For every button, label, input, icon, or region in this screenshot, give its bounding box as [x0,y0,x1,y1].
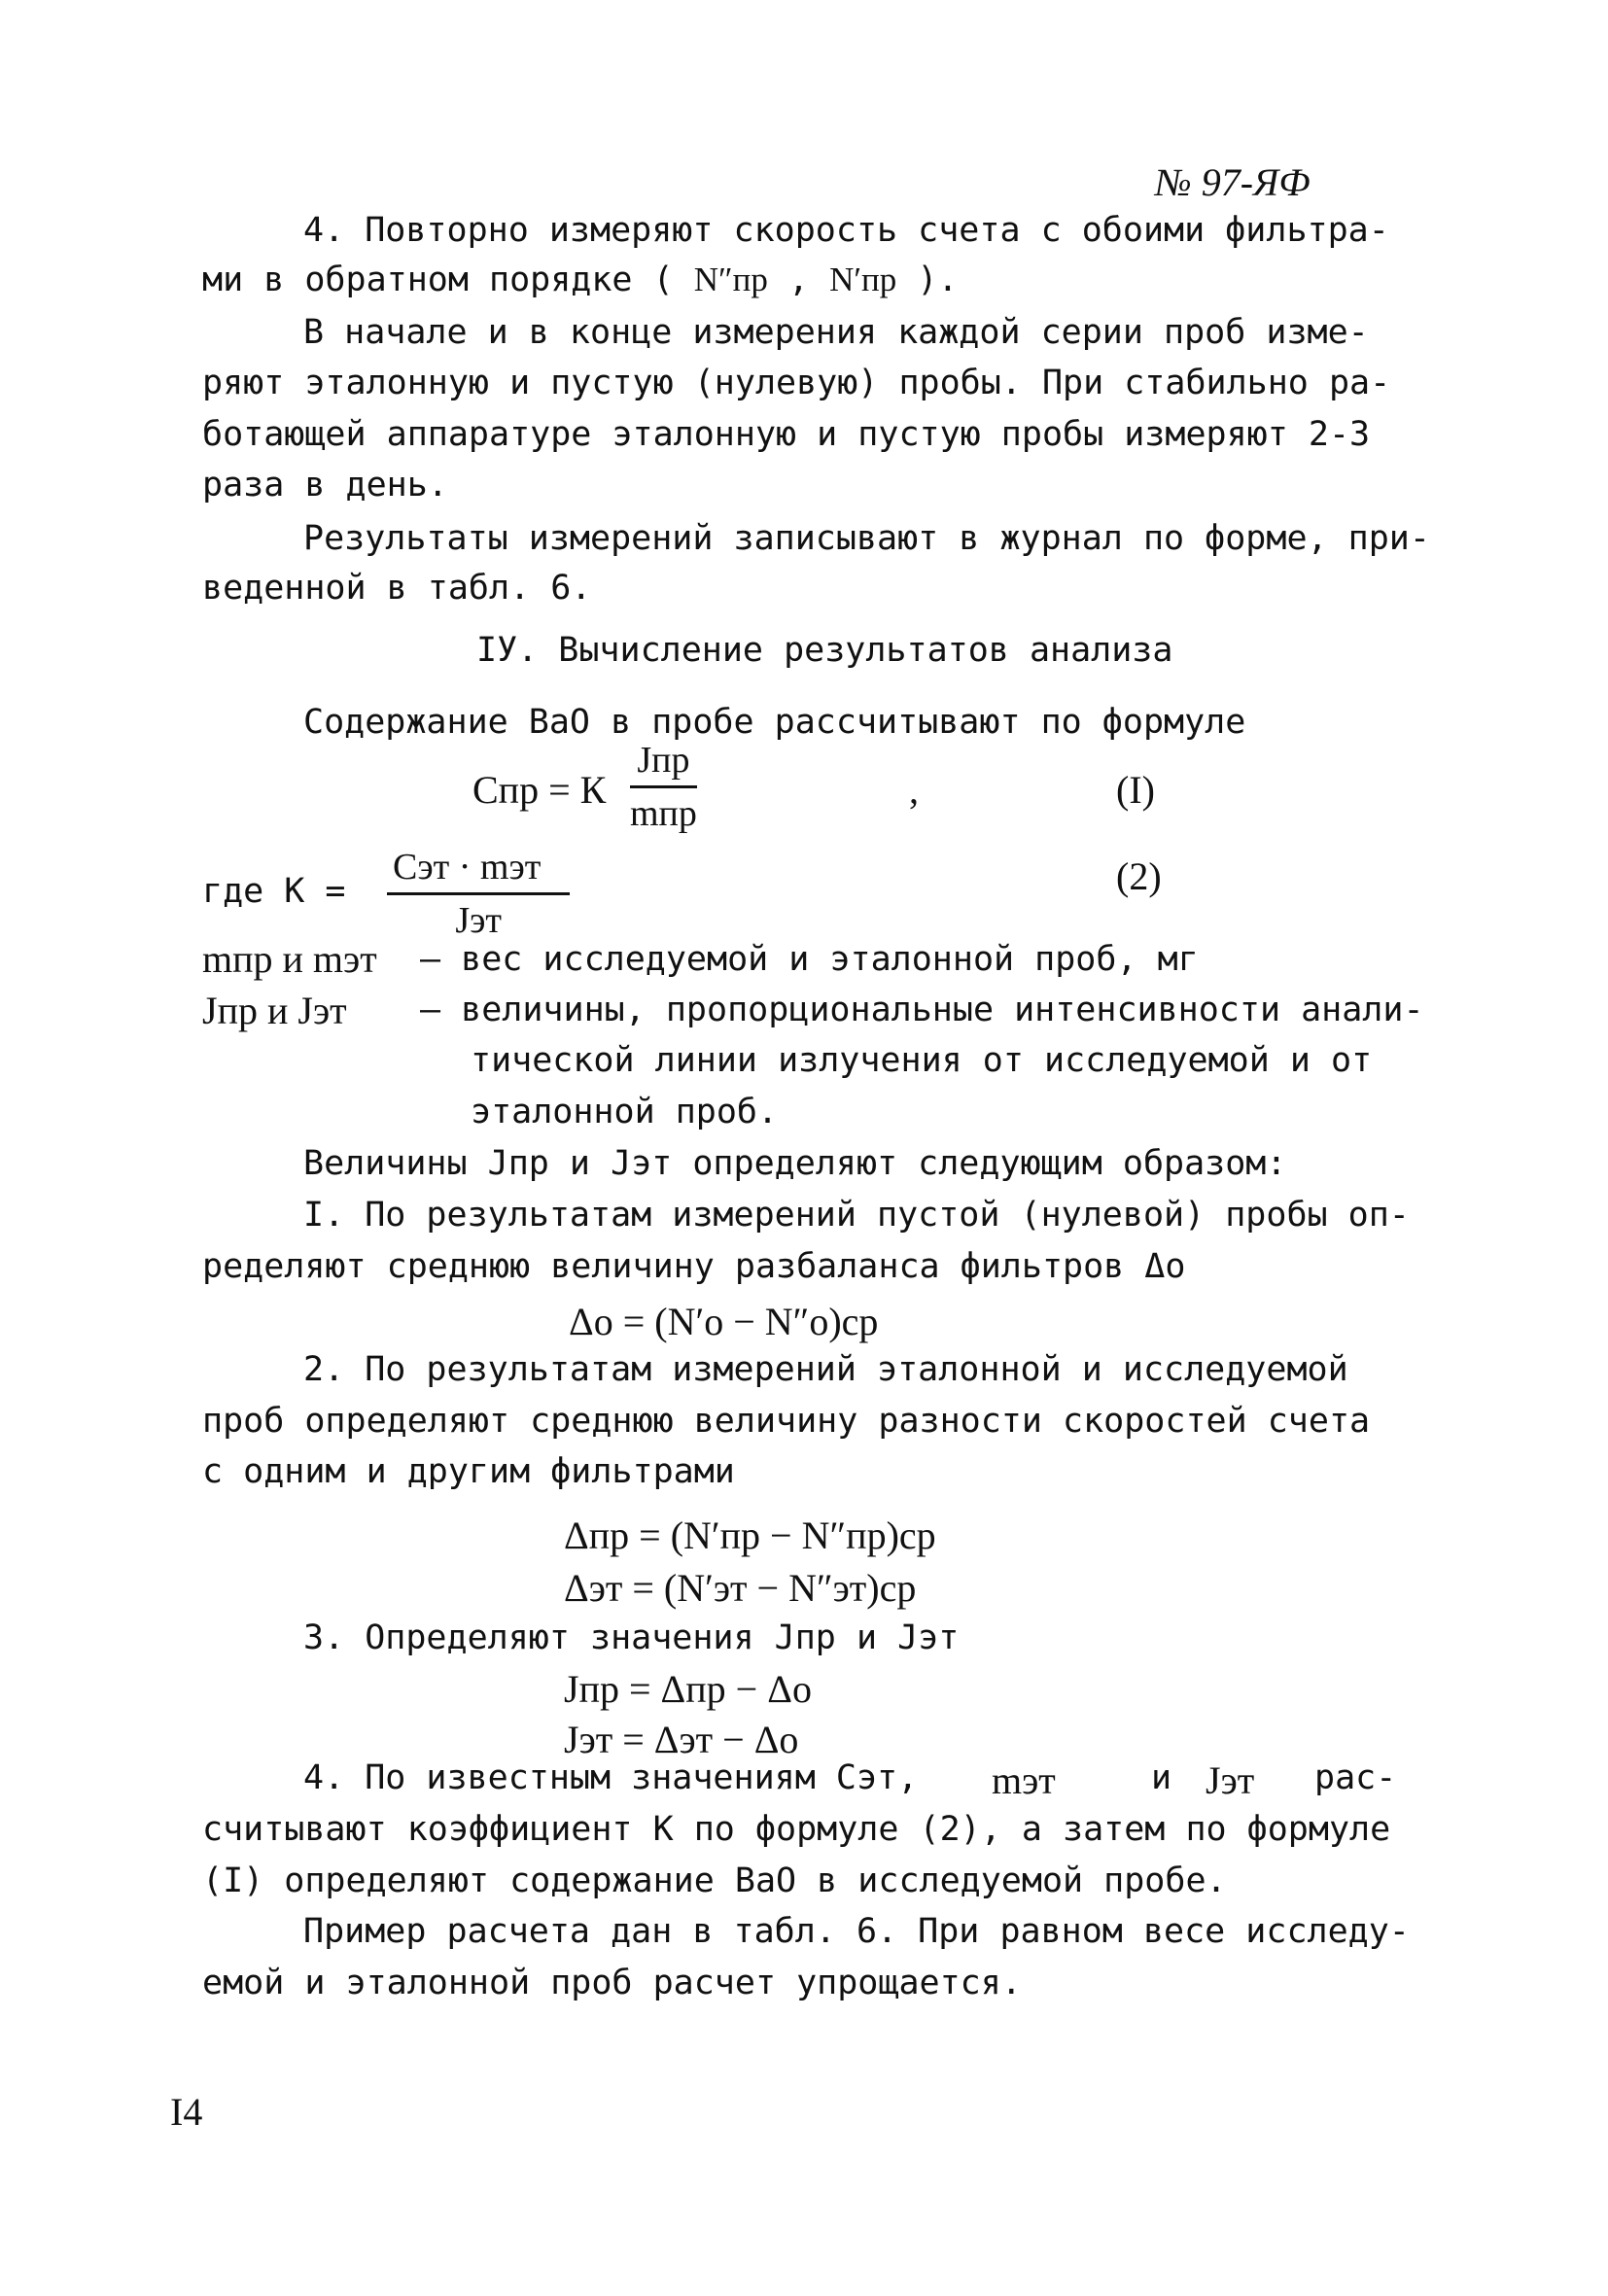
definition-vars: Jпр и Jэт [202,989,347,1032]
paragraph-line: веденной в табл. 6. [202,569,592,608]
formula-inline: Jэт [1206,1758,1255,1802]
where-k-label: где К = [202,872,346,911]
formula-1-denominator: mпр [630,793,697,834]
text-fragment: , [787,261,809,299]
formula-1-comma: , [909,768,919,812]
paragraph-line: I. По результатам измерений пустой (нулевой) пробы оп- [303,1196,1410,1235]
text-fragment: 4. По известным значениям Cэт, [303,1758,919,1797]
formula-delta-zero: Δo = (N′o − N″o)ср [569,1300,879,1343]
paragraph-line: ботающей аппаратуре эталонную и пустую пробы измеряют 2-3 [202,415,1371,454]
formula-delta-sample: Δпр = (N′пр − N″пр)ср [564,1513,936,1557]
paragraph-line: 4. Повторно измеряют скорость счета с обоими фильтра- [303,211,1389,250]
formula-1-lhs: Cпр = К [472,768,607,812]
formula-inline: N″пр [693,261,768,298]
formula-2-numerator: Cэт · mэт [387,846,570,895]
definition-text: – вес исследуемой и эталонной проб, мг [420,940,1199,979]
text-fragment: ). [917,261,959,299]
definition-text: – величины, пропорциональные интенсивности анали- [420,991,1424,1029]
text-fragment: и [1151,1758,1172,1797]
paragraph-line: 3. Определяют значения Jпр и Jэт [303,1618,960,1657]
text-fragment: рас- [1314,1758,1397,1797]
paragraph-line: Результаты измерений записывают в журнал по форме, при- [303,519,1430,558]
definition-vars: mпр и mэт [202,937,377,981]
formula-1-numerator: Jпр [630,739,697,788]
paragraph-line: раза в день. [202,466,448,504]
formula-j-standard: Jэт = Δэт − Δo [564,1718,799,1761]
definition-text: тической линии излучения от исследуемой и от [471,1041,1373,1080]
formula-inline: mэт [992,1758,1056,1802]
formula-1-fraction [630,739,697,835]
paragraph-line [202,262,958,297]
formula-inline: N′пр [829,261,897,298]
formula-2-denominator: Jэт [455,900,503,941]
formula-2-label: (2) [1116,854,1162,898]
paragraph-line: считывают коэффициент К по формуле (2), а затем по формуле [202,1810,1391,1849]
section-heading: IУ. Вычисление результатов анализа [476,631,1173,670]
paragraph-line: (I) определяют содержание BaO в исследуемой пробе. [202,1861,1227,1900]
formula-1-label: (I) [1116,768,1155,812]
formula-2-fraction [387,846,570,942]
paragraph-line: ределяют среднюю величину разбаланса фильтров Δo [202,1247,1186,1286]
paragraph-line: емой и эталонной проб расчет упрощается. [202,1964,1022,2002]
paragraph-line: Пример расчета дан в табл. 6. При равном весе исследу- [303,1912,1410,1951]
paragraph-line [303,1758,919,1797]
paragraph-line: Содержание BaO в пробе рассчитывают по формуле [303,703,1246,742]
paragraph-line: 2. По результатам измерений эталонной и исследуемой [303,1350,1348,1389]
paragraph-line: Величины Jпр и Jэт определяют следующим образом: [303,1144,1287,1183]
definition-text: эталонной проб. [471,1093,779,1131]
document-number: № 97-ЯФ [1155,160,1311,204]
formula-delta-standard: Δэт = (N′эт − N″эт)ср [564,1566,917,1610]
paragraph-line: проб определяют среднюю величину разности скоростей счета [202,1402,1371,1441]
formula-j-sample: Jпр = Δпр − Δo [564,1667,812,1711]
paragraph-line: с одним и другим фильтрами [202,1452,735,1491]
paragraph-line: ряют эталонную и пустую (нулевую) пробы. При стабильно ра- [202,364,1391,402]
paragraph-line: В начале и в конце измерения каждой серии проб изме- [303,313,1369,352]
page-number: I4 [170,2090,203,2134]
text-fragment: ми в обратном порядке ( [202,261,674,299]
